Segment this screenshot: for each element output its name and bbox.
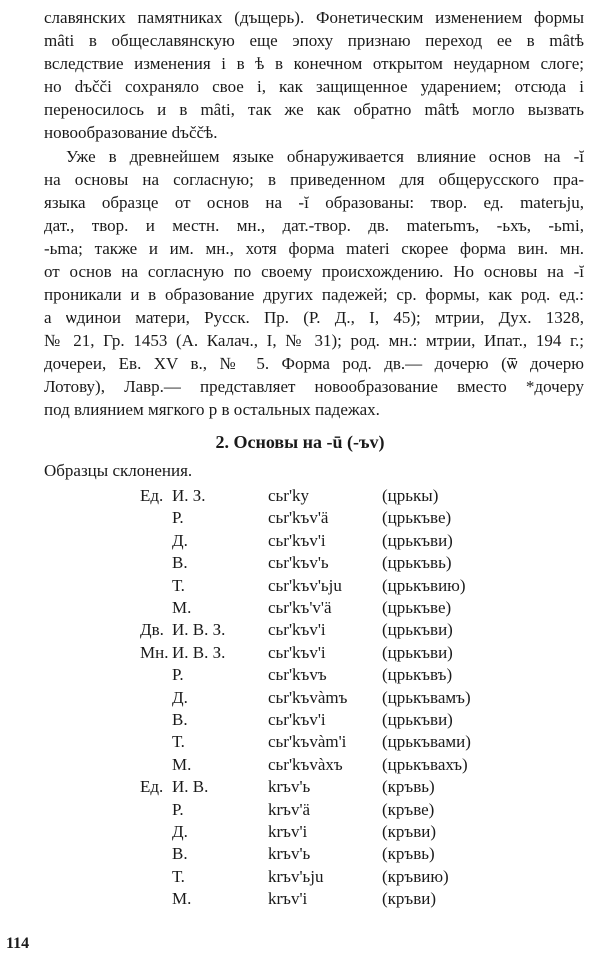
declension-cyrillic: (кръвию) <box>382 866 449 886</box>
text-line: славянских памятниках (дъщерь). Фонетическим изменением формы <box>44 8 584 27</box>
declension-row <box>0 486 600 508</box>
declension-row <box>0 844 600 866</box>
declension-row <box>0 665 600 687</box>
declension-form: cьr'ky <box>268 486 310 505</box>
declension-number: Мн. <box>140 642 169 662</box>
declension-case: И. З. <box>172 486 206 505</box>
text-line: вследствие изменения i в ѣ в конечном открытом неударном слоге; <box>44 54 584 73</box>
declension-number: Ед. <box>140 486 164 505</box>
declension-case: В. <box>172 844 188 864</box>
declension-form: krъv'ь <box>268 777 311 797</box>
declension-row <box>0 531 600 553</box>
text-line: Уже в древнейшем языке обнаруживается влияние основ на -ĭ <box>66 147 584 166</box>
declension-row <box>0 643 600 665</box>
paragraph-1 <box>44 6 584 144</box>
declension-case: И. В. З. <box>172 620 226 640</box>
declension-case: И. В. З. <box>172 642 226 662</box>
declension-case: В. <box>172 710 188 729</box>
declension-form: cьr'kъ'v'ä <box>268 598 332 617</box>
paragraph-2 <box>44 145 584 421</box>
declension-form: cьr'kъvàmъ <box>268 687 348 707</box>
declension-case: В. <box>172 553 188 573</box>
declension-form: cьr'kъvàm'i <box>268 732 347 752</box>
declension-form: krъv'i <box>268 822 308 841</box>
declension-cyrillic: (црькъви) <box>382 620 453 640</box>
declension-cyrillic: (кръвь) <box>382 777 435 797</box>
declension-case: Д. <box>172 530 188 550</box>
declension-cyrillic: (црькъвами) <box>382 732 471 752</box>
text-line: mȃti в общеславянскую еще эпоху признаю переход ее в mȃtѣ <box>44 31 584 50</box>
declension-row <box>0 576 600 598</box>
declension-case: Р. <box>172 665 184 685</box>
text-line: языка образце от основ на -ĭ образованы: твор. ед. materьju, <box>44 193 584 212</box>
page-number: 114 <box>6 935 30 952</box>
samples-label: Образцы склонения. <box>44 461 193 480</box>
declension-row <box>0 889 600 911</box>
text-line: -ьma; также и им. мн., хотя форма materi скорее форма вин. мн. <box>44 239 584 258</box>
declension-row <box>0 800 600 822</box>
text-line: от основ на согласную по своему происхождению. Но основы на -ĭ <box>44 262 584 281</box>
declension-row <box>0 732 600 754</box>
declension-cyrillic: (кръви) <box>382 889 436 909</box>
declension-form: krъv'ьju <box>268 866 324 886</box>
declension-case: М. <box>172 889 192 909</box>
declension-row <box>0 508 600 530</box>
section-heading: 2. Основы на -ū (-ъv) <box>215 432 385 452</box>
declension-form: cьr'kъvъ <box>268 665 327 685</box>
declension-cyrillic: (кръви) <box>382 822 436 841</box>
declension-case: Р. <box>172 508 184 528</box>
declension-cyrillic: (црькъве) <box>382 508 452 528</box>
declension-row <box>0 620 600 642</box>
declension-cyrillic: (црькъвь) <box>382 553 452 573</box>
declension-cyrillic: (црькы) <box>382 486 439 505</box>
declension-form: krъv'ь <box>268 844 311 864</box>
declension-cyrillic: (црькъвъ) <box>382 665 453 685</box>
text-line: № 21, Гр. 1453 (А. Калач., I, № 31); род. мн.: мтрии, Ипат., 194 г.; <box>44 331 584 350</box>
declension-case: И. В. <box>172 777 209 797</box>
text-line: переносилось и в mȃti, так же как обратно mȃtѣ могло вызвать <box>44 100 584 119</box>
text-line: проникали и в образование других падежей; ср. формы, как род. ед.: <box>44 285 584 304</box>
declension-case: Д. <box>172 687 188 707</box>
declension-row <box>0 777 600 799</box>
declension-cyrillic: (црькъви) <box>382 642 453 662</box>
declension-form: cьr'kъv'ьju <box>268 575 342 595</box>
declension-form: cьr'kъv'i <box>268 530 326 550</box>
text-line: Лотову), Лавр.— представляет новообразование вместо *дочеру <box>44 377 584 396</box>
declension-form: cьr'kъv'i <box>268 642 326 662</box>
declension-form: cьr'kъv'i <box>268 710 326 729</box>
declension-cyrillic: (црькъвамъ) <box>382 687 471 707</box>
declension-cyrillic: (црькъви) <box>382 530 453 550</box>
declension-case: М. <box>172 754 192 774</box>
declension-case: Т. <box>172 575 185 595</box>
declension-case: Т. <box>172 866 185 886</box>
declension-cyrillic: (кръвь) <box>382 844 435 864</box>
text-line: дочереи, Ев. XV в., № 5. Форма род. дв.— дочерю (ѿ дочерю <box>44 354 584 373</box>
declension-cyrillic: (црькъве) <box>382 598 452 617</box>
declension-cyrillic: (црькъви) <box>382 710 453 729</box>
text-line: новообразование dъččѣ. <box>44 123 218 142</box>
declension-row <box>0 553 600 575</box>
declension-number: Дв. <box>140 620 164 640</box>
declension-form: cьr'kъv'ä <box>268 508 329 528</box>
declension-row <box>0 598 600 620</box>
declension-form: cьr'kъv'i <box>268 620 326 640</box>
declension-form: cьr'kъvàxъ <box>268 754 343 774</box>
declension-form: cьr'kъv'ь <box>268 553 329 573</box>
declension-row <box>0 688 600 710</box>
declension-row <box>0 710 600 732</box>
declension-number: Ед. <box>140 777 164 797</box>
declension-row <box>0 822 600 844</box>
declension-case: Р. <box>172 799 184 819</box>
declension-case: Д. <box>172 822 188 841</box>
declension-row <box>0 755 600 777</box>
declension-cyrillic: (црькъвию) <box>382 575 466 595</box>
declension-form: krъv'i <box>268 889 308 909</box>
declension-case: М. <box>172 598 192 617</box>
text-line: дат., твор. и местн. мн., дат.-твор. дв. materьmъ, -ьхъ, -ьmi, <box>44 216 584 235</box>
text-line: но dъčči сохраняло свое i, как защищенное ударением; отсюда i <box>44 77 584 96</box>
declension-cyrillic: (црькъвахъ) <box>382 754 468 774</box>
declension-case: Т. <box>172 732 185 752</box>
text-line: а ѡдинои матери, Русск. Пр. (Р. Д., I, 45); мтрии, Дух. 1328, <box>44 308 584 327</box>
declension-cyrillic: (кръве) <box>382 799 435 819</box>
text-line: на основы на согласную; в приведенном для общерусского пра- <box>44 170 584 189</box>
declension-form: krъv'ä <box>268 799 311 819</box>
text-line: под влиянием мягкого р в остальных падежах. <box>44 400 380 419</box>
declension-row <box>0 867 600 889</box>
